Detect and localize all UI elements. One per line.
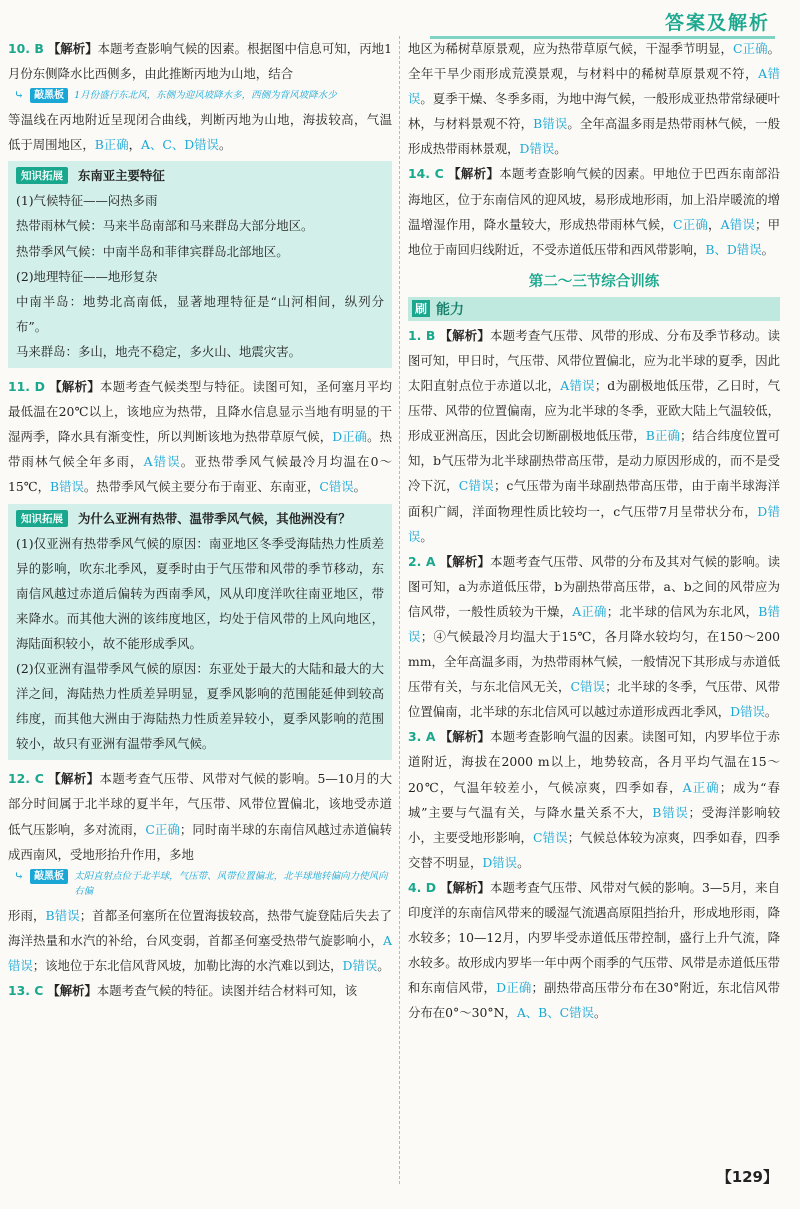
answer-mark: C错误 bbox=[319, 479, 354, 495]
box-line: 热带雨林气候：马来半岛南部和马来群岛大部分地区。 bbox=[16, 218, 314, 234]
analysis-text: 。 bbox=[593, 1005, 607, 1021]
question-11 bbox=[8, 374, 392, 499]
analysis-text: 。热带雨林气候全年多雨， bbox=[8, 429, 392, 470]
box-line: (2)地理特征——地形复杂 bbox=[16, 268, 158, 284]
analysis-text: ；结合纬度位置可知，b气压带为北半球副热带高压带，是动力原因形成的，而不是受冷下沉， bbox=[408, 428, 781, 494]
analysis-text: ；该地位于东北信风背风坡，加勒比海的水汽难以到达， bbox=[32, 957, 343, 973]
answer-mark: A正确 bbox=[682, 779, 720, 795]
answer-mark: B错误 bbox=[45, 907, 80, 923]
answer-mark: B正确 bbox=[645, 428, 681, 444]
analysis-text: ；d为副极地低压带，乙日时，气压带、风带的位置偏南，应为北半球的冬季，亚欧大陆上气温较低，形成亚洲高压，因此会切断副极地低压带， bbox=[408, 378, 781, 444]
analysis-text: 。 bbox=[761, 241, 774, 257]
analysis-text: ；c气压带为南半球副热带高压带，由于南半球海洋面积广阔，洋面物理性质比较均一，c气压带7月呈带状分布， bbox=[408, 478, 780, 519]
analysis-text: 。夏季干燥、冬季多雨，为地中海气候，一般形成亚热带常绿硬叶林，与材料景观不符， bbox=[408, 91, 781, 132]
analysis-tag: 【解析】 bbox=[439, 729, 491, 745]
analysis-text: ， bbox=[128, 137, 142, 153]
question-13-cont bbox=[408, 36, 780, 161]
analysis-tag: 【解析】 bbox=[440, 879, 490, 895]
box-label: 知识拓展 bbox=[16, 510, 68, 527]
answer-mark: A、C、D错误 bbox=[141, 137, 219, 153]
question-number: 13. C bbox=[8, 983, 44, 998]
analysis-text: 本题考查气压带、风带对气候的影响。5—10月的大部分时间属于北半球的夏半年，气压带、风带位置偏北，该地受赤道低气压影响，多对流雨， bbox=[8, 771, 393, 837]
box-line: 中南半岛：地势北高南低，显著地理特征是“山河相间，纵列分布”。 bbox=[16, 293, 384, 334]
answer-mark: D错误 bbox=[482, 854, 518, 870]
question-14 bbox=[408, 161, 780, 261]
box-line: 马来群岛：多山，地壳不稳定，多火山、地震灾害。 bbox=[16, 343, 301, 359]
answer-mark: A错误 bbox=[720, 216, 756, 232]
answer-mark: A错误 bbox=[560, 378, 595, 394]
question-number: 4. D bbox=[408, 879, 437, 895]
analysis-tag: 【解析】 bbox=[447, 166, 500, 182]
analysis-text: 本题考查影响气温的因素。读图可知，内罗毕位于赤道附近，海拔在2000 m以上，地势较高，各月平均气温在15～20℃，气温年较差小，气候凉爽，四季如春， bbox=[408, 729, 781, 795]
question-number: 2. A bbox=[408, 553, 436, 569]
tip-label: 敲黑板 bbox=[30, 88, 68, 103]
analysis-text: ；北半球的冬季，气压带、风带位置偏南，北半球的东北信风可以越过赤道形成西北季风， bbox=[408, 679, 781, 720]
answer-mark: D错误 bbox=[342, 957, 378, 973]
question-12-cont bbox=[8, 903, 392, 978]
answer-mark: B错误 bbox=[652, 804, 689, 820]
question-number: 1. B bbox=[408, 327, 436, 343]
answer-mark: C正确 bbox=[673, 216, 708, 232]
box-title: 为什么亚洲有热带、温带季风气候，其他洲没有？ bbox=[78, 510, 351, 526]
answer-mark: C正确 bbox=[145, 821, 180, 837]
answer-mark: C正确 bbox=[733, 41, 768, 56]
column-divider bbox=[399, 36, 400, 1184]
box-title: 东南亚主要特征 bbox=[78, 168, 165, 184]
analysis-tag: 【解析】 bbox=[48, 379, 101, 395]
question-12 bbox=[8, 766, 392, 866]
analysis-tag: 【解析】 bbox=[47, 41, 98, 56]
answer-mark: A错误 bbox=[143, 454, 181, 470]
analysis-text: 。 bbox=[420, 528, 433, 544]
tip-text: 1月份盛行东北风，东侧为迎风坡降水多，西侧为背风坡降水少 bbox=[74, 90, 337, 102]
answer-mark: D错误 bbox=[519, 141, 555, 157]
analysis-text: 本题考查影响气候的因素。甲地位于巴西东南部沿海地区，位于东南信风的迎风坡，易形成地形雨，加上沿岸暖流的增温增湿作用，降水量较大，形成热带雨林气候， bbox=[408, 166, 781, 232]
right-column bbox=[408, 36, 780, 1025]
answer-mark: C错误 bbox=[570, 679, 606, 695]
left-column bbox=[8, 36, 392, 1003]
answer-mark: A、B、C错误 bbox=[516, 1005, 594, 1021]
answer-mark: B正确 bbox=[94, 137, 129, 153]
analysis-text: 。亚热带季风气候最冷月均温在0～15℃， bbox=[8, 454, 393, 495]
analysis-text: 本题考查气压带、风带的分布及其对气候的影响。读图可知，a为赤道低压带，b为副热带高压带，a、b之间的风带应为信风带，一般性质较为干燥， bbox=[408, 553, 781, 619]
analysis-tag: 【解析】 bbox=[439, 327, 491, 343]
analysis-text: 形雨， bbox=[8, 907, 46, 923]
tip-note bbox=[8, 88, 392, 103]
question-number: 14. C bbox=[408, 166, 444, 182]
question-13 bbox=[8, 978, 392, 1003]
answer-mark: D正确 bbox=[332, 429, 368, 445]
analysis-text: 地区为稀树草原景观，应为热带草原气候，干湿季节明显， bbox=[408, 41, 734, 56]
question-10-cont bbox=[8, 107, 392, 157]
answer-mark: D正确 bbox=[496, 980, 532, 996]
answer-mark: A错误 bbox=[8, 932, 392, 973]
knowledge-box-monsoon bbox=[8, 504, 392, 761]
box-line: (1)气候特征——闷热多雨 bbox=[16, 193, 158, 209]
page-number: 【129】 bbox=[716, 1168, 778, 1186]
tip-text: 太阳直射点位于北半球，气压带、风带位置偏北，北半球地转偏向力使风向右偏 bbox=[74, 870, 388, 897]
arrow-icon: ⤷ bbox=[14, 868, 25, 883]
analysis-text: 。 bbox=[218, 137, 232, 153]
answer-mark: D错误 bbox=[408, 503, 780, 544]
analysis-text: 本题考查气压带、风带的形成、分布及季节移动。读图可知，甲日时，气压带、风带位置偏北，应为北半球的夏季，因此太阳直射点位于赤道以北， bbox=[408, 327, 781, 394]
knowledge-box-southeast-asia bbox=[8, 161, 392, 368]
analysis-tag: 【解析】 bbox=[439, 553, 491, 569]
analysis-text: ；④气候最冷月均温大于15℃，各月降水较均匀，在150～200 mm，全年高温多雨，为热带雨林气候，一般情况下其形成与赤道低压带有关，与东北信风无关， bbox=[408, 628, 780, 695]
question-number: 12. C bbox=[8, 771, 44, 787]
answer-mark: B、D错误 bbox=[705, 241, 762, 257]
ability-text: 能力 bbox=[436, 301, 465, 318]
answer-mark: A错误 bbox=[408, 66, 781, 107]
answer-mark: A正确 bbox=[572, 603, 607, 619]
analysis-tag: 【解析】 bbox=[47, 771, 100, 787]
analysis-text: ；甲地位于南回归线附近，不受赤道低压带和西风带影响， bbox=[408, 216, 781, 257]
question-2 bbox=[408, 549, 780, 725]
analysis-text: 。全年高温多雨是热带雨林气候，一般形成热带雨林景观， bbox=[408, 116, 781, 157]
ability-mark: 刷 bbox=[412, 300, 430, 317]
answer-mark: D错误 bbox=[730, 704, 765, 720]
analysis-text: ， bbox=[707, 216, 721, 232]
box-line: (2)仅亚洲有温带季风气候的原因：东亚处于最大的大陆和最大的大洋之间，海陆热力性质差异明显，夏季风影响的范围能延伸到较高纬度，而其他大洲由于海陆热力性质差异较小，夏季风影响的范围较小，故只有亚洲有温带季风气候。 bbox=[16, 660, 384, 752]
analysis-text: 本题考查影响气候的因素。根据图中信息可知，丙地1月份东侧降水比西侧多，由此推断丙地为山地，结合 bbox=[8, 41, 393, 82]
analysis-text: 。 bbox=[554, 141, 567, 157]
question-number: 3. A bbox=[408, 729, 436, 745]
answer-mark: B错误 bbox=[50, 479, 84, 495]
analysis-text: 。全年干旱少雨形成荒漠景观，与材料中的稀树草原景观不符， bbox=[408, 41, 780, 82]
analysis-text: ；首都圣何塞所在位置海拔较高，热带气旋登陆后失去了海洋热量和水汽的补给，台风变弱，首都圣何塞受热带气旋影响小， bbox=[8, 907, 393, 948]
tip-note bbox=[8, 869, 392, 899]
section-title: 第二～三节综合训练 bbox=[528, 273, 660, 290]
question-number: 11. D bbox=[8, 379, 45, 395]
box-line: 热带季风气候：中南半岛和菲律宾群岛北部地区。 bbox=[16, 243, 289, 259]
question-3 bbox=[408, 724, 780, 875]
analysis-text: 本题考查气候的特征。读图并结合材料可知，该 bbox=[96, 983, 358, 998]
analysis-text: ；北半球的信风为东北风， bbox=[606, 603, 759, 619]
ability-banner bbox=[408, 297, 780, 321]
analysis-text: ；气候总体较为凉爽，四季如春，四季交替不明显， bbox=[408, 829, 781, 870]
analysis-text: ；同时南半球的东南信风越过赤道偏转成西南风，受地形抬升作用，多地 bbox=[8, 821, 393, 862]
analysis-tag: 【解析】 bbox=[47, 983, 97, 998]
analysis-text: ；受海洋影响较小，主要受地形影响， bbox=[408, 804, 780, 845]
analysis-text: 。热带季风气候主要分布于南亚、东南亚， bbox=[83, 479, 320, 495]
analysis-text: 。 bbox=[377, 957, 390, 973]
question-4 bbox=[408, 875, 780, 1026]
arrow-icon: ⤷ bbox=[14, 88, 25, 103]
box-label: 知识拓展 bbox=[16, 167, 68, 184]
tip-label: 敲黑板 bbox=[30, 869, 68, 884]
page-header-title: 答案及解析 bbox=[664, 12, 770, 34]
box-line: (1)仅亚洲有热带季风气候的原因：南亚地区冬季受海陆热力性质差异的影响，吹东北季风，夏季时由于气压带和风带的季节移动，东南信风越过赤道后偏转为西南季风，风从印度洋吹往南亚地区，带来降水。而其他大洲的该纬度地区，均处于信风带的上风向地区，海陆面积较小，故不能形成季风。 bbox=[16, 535, 384, 651]
answer-mark: B错误 bbox=[533, 116, 568, 132]
answer-mark: C错误 bbox=[533, 829, 568, 845]
question-10 bbox=[8, 36, 392, 86]
question-1 bbox=[408, 323, 780, 549]
analysis-text: 本题考查气候类型与特征。读图可知，圣何塞月平均最低温在20℃以上，该地应为热带，且降水信息显示当地有明显的干湿两季，降水具有渐变性，所以判断该地为热带草原气候， bbox=[8, 379, 393, 445]
answer-mark: B错误 bbox=[408, 603, 781, 644]
question-number: 10. B bbox=[8, 41, 44, 56]
analysis-text: 等温线在丙地附近呈现闭合曲线，判断丙地为山地，海拔较高，气温低于周围地区， bbox=[8, 112, 392, 153]
analysis-text: 本题考查气压带、风带对气候的影响。3—5月，来自印度洋的东南信风带来的暖湿气流遇高原阻挡抬升，形成地形雨，降水较多；10—12月，内罗毕受赤道低压带控制，盛行上升气流，降水较多。故形成内罗毕一年中两个雨季的气压带、风带是赤道低压带和东南信风带， bbox=[408, 879, 780, 996]
analysis-text: ；成为“春城”主要与气温有关，与降水量关系不大， bbox=[408, 779, 780, 820]
analysis-text: 。 bbox=[353, 479, 366, 495]
answer-mark: C错误 bbox=[458, 478, 494, 494]
analysis-text: 。 bbox=[517, 854, 530, 870]
analysis-text: 。 bbox=[764, 704, 778, 720]
analysis-text: ；副热带高压带分布在30°附近，东北信风带分布在0°～30°N， bbox=[408, 980, 780, 1021]
